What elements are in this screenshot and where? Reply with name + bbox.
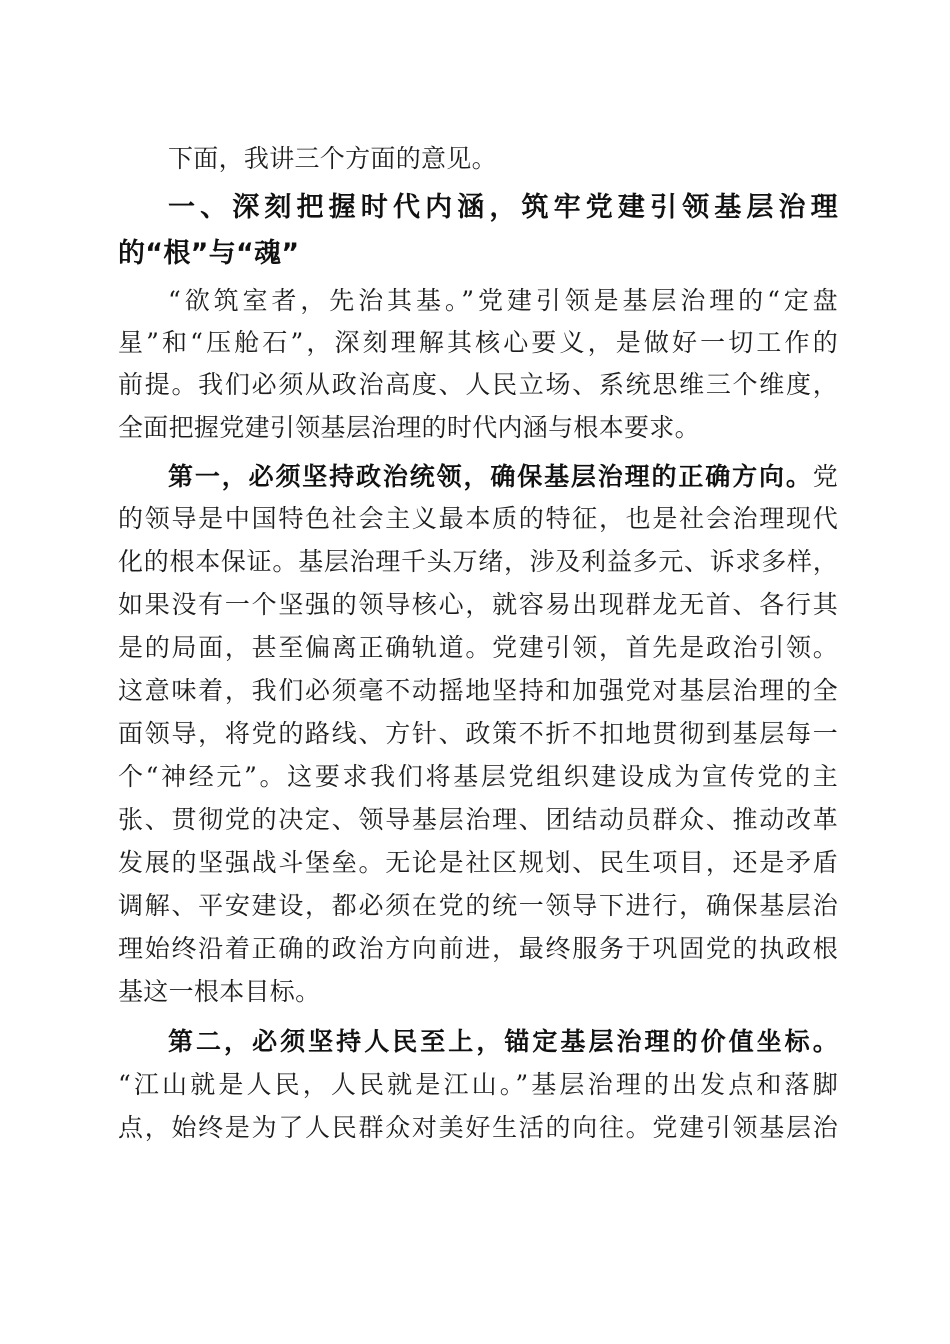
paragraph-line: 星”和“压舱石”，深刻理解其核心要义，是做好一切工作的 <box>118 328 838 357</box>
paragraph-line: 前提。我们必须从政治高度、人民立场、系统思维三个维度， <box>118 370 838 399</box>
point-two-lead: 第二，必须坚持人民至上，锚定基层治理的价值坐标。 <box>168 1027 838 1056</box>
paragraph-line: 张、贯彻党的决定、领导基层治理、团结动员群众、推动改革 <box>118 805 838 834</box>
paragraph-line: 面领导，将党的路线、方针、政策不折不扣地贯彻到基层每一 <box>118 719 838 748</box>
paragraph-line: 全面把握党建引领基层治理的时代内涵与根本要求。 <box>118 413 700 442</box>
paragraph-line: 这意味着，我们必须毫不动摇地坚持和加强党对基层治理的全 <box>118 676 838 705</box>
point-one-lead-tail: 党 <box>812 462 838 491</box>
section-heading-line-2: 的“根”与“魂” <box>118 238 300 269</box>
point-one-first-line <box>168 458 838 496</box>
paragraph-line: 调解、平安建设，都必须在党的统一领导下进行，确保基层治 <box>118 891 838 920</box>
paragraph-line: 是的局面，甚至偏离正确轨道。党建引领，首先是政治引领。 <box>118 633 838 662</box>
section-heading-line-1: 一、深刻把握时代内涵，筑牢党建引领基层治理 <box>168 192 838 223</box>
point-one-lead: 第一，必须坚持政治统领，确保基层治理的正确方向。 <box>168 462 813 491</box>
paragraph-line: 如果没有一个坚强的领导核心，就容易出现群龙无首、各行其 <box>118 590 838 619</box>
paragraph-line: 理始终沿着正确的政治方向前进，最终服务于巩固党的执政根 <box>118 934 838 963</box>
paragraph-line: 点，始终是为了人民群众对美好生活的向往。党建引领基层治 <box>118 1113 838 1142</box>
paragraph-line: “江山就是人民，人民就是江山。”基层治理的出发点和落脚 <box>118 1070 838 1099</box>
paragraph-line: 发展的坚强战斗堡垒。无论是社区规划、民生项目，还是矛盾 <box>118 848 838 877</box>
paragraph-line: 基这一根本目标。 <box>118 977 321 1006</box>
intro-paragraph: 下面，我讲三个方面的意见。 <box>168 144 497 173</box>
paragraph-line: 的领导是中国特色社会主义最本质的特征，也是社会治理现代 <box>118 504 838 533</box>
paragraph-line: “欲筑室者，先治其基。”党建引领是基层治理的“定盘 <box>168 286 838 315</box>
paragraph-line: 个“神经元”。这要求我们将基层党组织建设成为宣传党的主 <box>118 762 838 791</box>
paragraph-line: 化的根本保证。基层治理千头万绪，涉及利益多元、诉求多样， <box>118 547 838 576</box>
